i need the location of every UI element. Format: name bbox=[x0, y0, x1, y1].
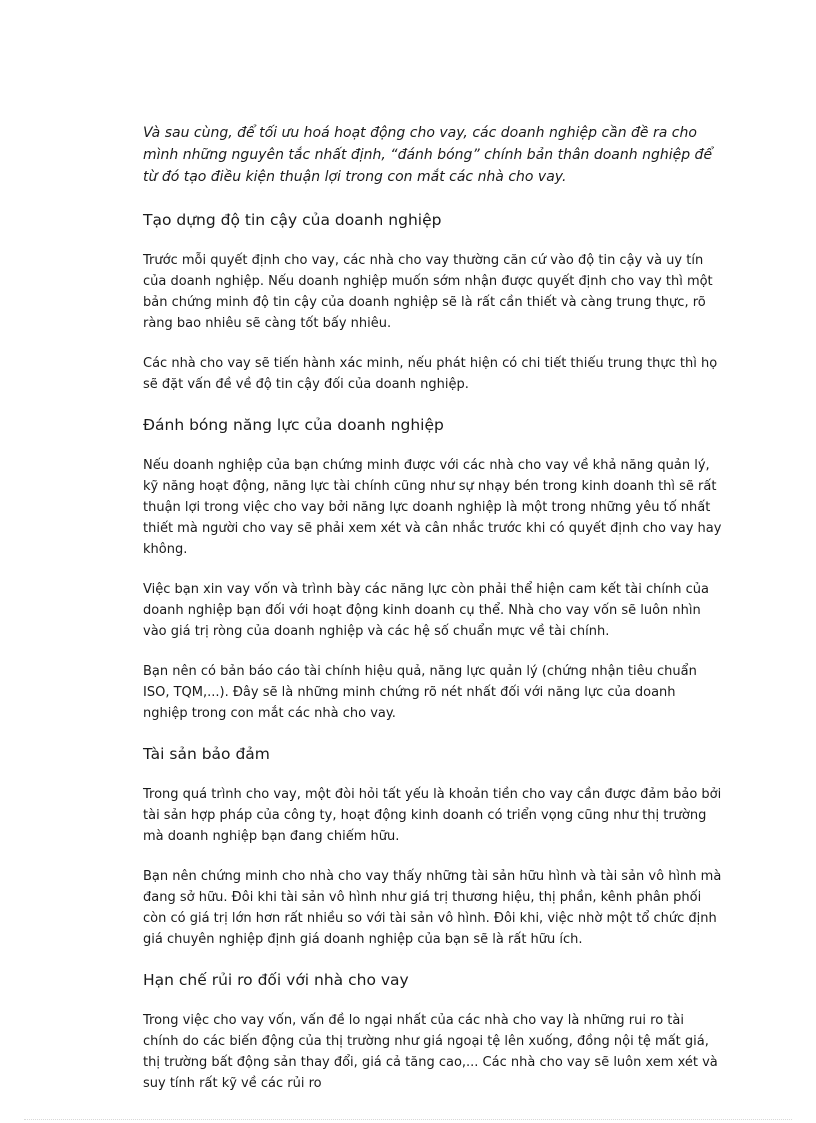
paragraph: Các nhà cho vay sẽ tiến hành xác minh, nếu phát hiện có chi tiết thiếu trung thực thì họ sẽ đặt vấn đề về độ tin cậy đối của doanh nghiệp. bbox=[143, 356, 718, 392]
paragraph: Bạn nên chứng minh cho nhà cho vay thấy những tài sản hữu hình và tài sản vô hình mà đang sở hữu. Đôi khi tài sản vô hình như giá trị thương hiệu, thị phần, kênh phân phối còn có giá trị lớn hơn rất nhiều so với tài sản vô hình. Đôi khi, việc nhờ một tổ chức định giá chuyên nghiệp định giá doanh nghiệp của bạn sẽ là rất hữu ích. bbox=[143, 869, 722, 947]
paragraph: Trong việc cho vay vốn, vấn đề lo ngại nhất của các nhà cho vay là những rui ro tài chính do các biến động của thị trường như giá ngoại tệ lên xuống, đồng nội tệ mất giá, thị trường bất động sản thay đổi, giá cả tăng cao,... Các nhà cho vay sẽ luôn xem xét và suy tính rất kỹ về các rủi ro bbox=[143, 1013, 718, 1091]
paragraph: Việc bạn xin vay vốn và trình bày các năng lực còn phải thể hiện cam kết tài chính của doanh nghiệp bạn đối với hoạt động kinh doanh cụ thể. Nhà cho vay vốn sẽ luôn nhìn vào giá trị ròng của doanh nghiệp và các hệ số chuẩn mực về tài chính. bbox=[143, 582, 709, 639]
section-collateral bbox=[143, 743, 723, 950]
section-heading: Đánh bóng năng lực của doanh nghiệp bbox=[143, 416, 444, 434]
paragraph: Trước mỗi quyết định cho vay, các nhà cho vay thường căn cứ vào độ tin cậy và uy tín của doanh nghiệp. Nếu doanh nghiệp muốn sớm nhận được quyết định cho vay thì một bản chứng minh độ tin cậy của doanh nghiệp sẽ là rất cần thiết và càng trung thực, rõ ràng bao nhiêu sẽ càng tốt bấy nhiêu. bbox=[143, 253, 713, 331]
section-risk bbox=[143, 969, 723, 1094]
paragraph: Trong quá trình cho vay, một đòi hỏi tất yếu là khoản tiền cho vay cần được đảm bảo bởi tài sản hợp pháp của công ty, hoạt động kinh doanh có triển vọng cũng như thị trường mà doanh nghiệp bạn đang chiếm hữu. bbox=[143, 787, 722, 844]
intro-paragraph: Và sau cùng, để tối ưu hoá hoạt động cho vay, các doanh nghiệp cần đề ra cho mình những nguyên tắc nhất định, “đánh bóng” chính bản thân doanh nghiệp để từ đó tạo điều kiện thuận lợi trong con mắt các nhà cho vay. bbox=[143, 125, 713, 185]
section-capability bbox=[143, 414, 723, 724]
paragraph: Bạn nên có bản báo cáo tài chính hiệu quả, năng lực quản lý (chứng nhận tiêu chuẩn ISO, TQM,...). Đây sẽ là những minh chứng rõ nét nhất đối với năng lực của doanh nghiệp trong con mắt các nhà cho vay. bbox=[143, 664, 697, 721]
section-heading: Tạo dựng độ tin cậy của doanh nghiệp bbox=[143, 211, 442, 229]
section-heading: Tài sản bảo đảm bbox=[143, 745, 270, 763]
section-heading: Hạn chế rủi ro đối với nhà cho vay bbox=[143, 971, 409, 989]
document-page bbox=[143, 122, 723, 1113]
section-credibility bbox=[143, 209, 723, 395]
page-bottom-divider bbox=[24, 1119, 792, 1120]
paragraph: Nếu doanh nghiệp của bạn chứng minh được với các nhà cho vay về khả năng quản lý, kỹ năng hoạt động, năng lực tài chính cũng như sự nhạy bén trong kinh doanh thì sẽ rất thuận lợi trong việc cho vay bởi năng lực doanh nghiệp là một trong những yêu tố nhất thiết mà người cho vay sẽ phải xem xét và cân nhắc trước khi có quyết định cho vay hay không. bbox=[143, 458, 722, 557]
